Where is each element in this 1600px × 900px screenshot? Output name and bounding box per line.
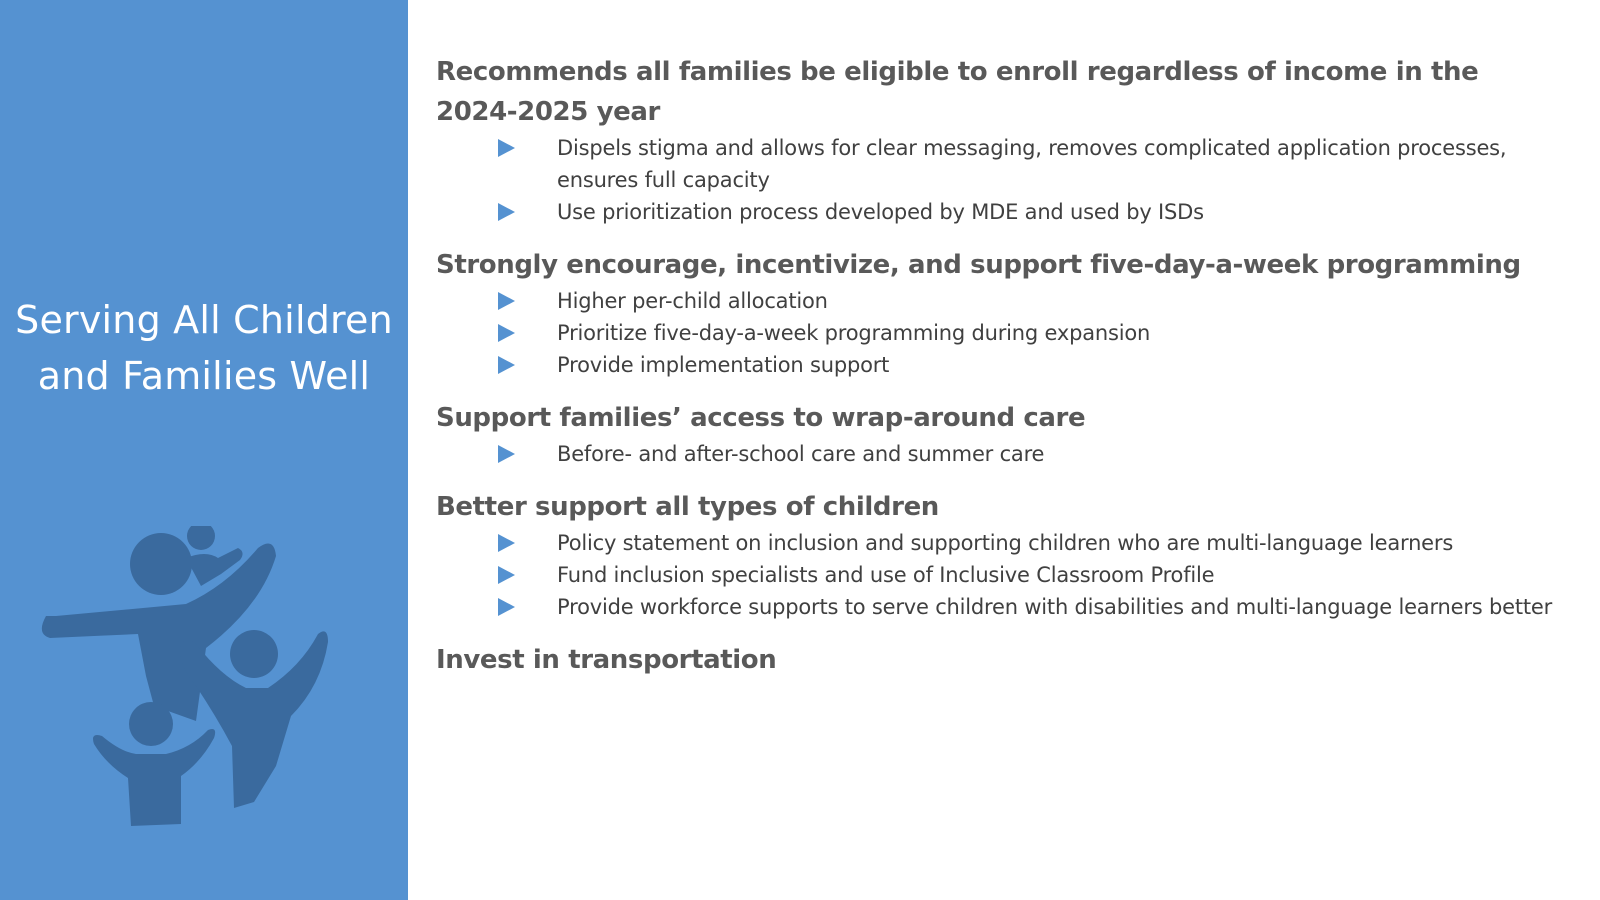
bullet-item [436,591,1566,623]
bullet-list [436,438,1566,470]
bullet-item [436,196,1566,228]
bullet-text: Fund inclusion specialists and use of Inclusive Classroom Profile [557,563,1215,587]
section-transportation [436,640,1566,680]
bullet-list [436,285,1566,381]
adult-head-shape [130,533,192,595]
bullet-item [436,349,1566,381]
bullet-text: Provide workforce supports to serve children with disabilities and multi-language learners better [557,595,1553,619]
section-wrap-around-care [436,398,1566,470]
left-panel [0,0,408,900]
slide-title [0,292,408,404]
bullet-item [436,527,1566,559]
triangle-bullet-icon [498,566,515,584]
bullet-text: Use prioritization process developed by MDE and used by ISDs [557,200,1204,224]
triangle-bullet-icon [498,445,515,463]
slide-title-line-2: and Families Well [37,354,371,398]
bullet-text: Policy statement on inclusion and supporting children who are multi-language learners [557,531,1454,555]
content-area [436,52,1566,697]
triangle-bullet-icon [498,292,515,310]
section-heading: Strongly encourage, incentivize, and support five-day-a-week programming [436,250,1521,280]
child-left-head-shape [129,702,173,746]
bullet-list [436,132,1566,228]
triangle-bullet-icon [498,598,515,616]
section-heading: Recommends all families be eligible to enroll regardless of income in the 2024-2025 year [436,57,1479,127]
section-heading: Support families’ access to wrap-around care [436,403,1086,433]
section-heading: Invest in transportation [436,645,777,675]
bullet-text: Higher per-child allocation [557,289,828,313]
section-eligibility [436,52,1566,228]
section-all-children [436,487,1566,623]
triangle-bullet-icon [498,324,515,342]
bullet-text: Provide implementation support [557,353,890,377]
bullet-item [436,559,1566,591]
triangle-bullet-icon [498,139,515,157]
child-right-head-shape [230,630,278,678]
bullet-text: Prioritize five-day-a-week programming during expansion [557,321,1151,345]
bullet-list [436,527,1566,623]
section-heading: Better support all types of children [436,492,939,522]
bullet-text: Before- and after-school care and summer care [557,442,1045,466]
bullet-item [436,132,1566,196]
slide-title-line-1: Serving All Children [15,298,393,342]
bullet-item [436,438,1566,470]
section-five-day [436,245,1566,381]
bullet-item [436,285,1566,317]
family-icon [36,526,346,846]
bullet-text: Dispels stigma and allows for clear messaging, removes complicated application processes, ensures full capacity [557,136,1507,192]
toddler-head-shape [187,526,215,550]
triangle-bullet-icon [498,356,515,374]
triangle-bullet-icon [498,534,515,552]
triangle-bullet-icon [498,203,515,221]
bullet-item [436,317,1566,349]
